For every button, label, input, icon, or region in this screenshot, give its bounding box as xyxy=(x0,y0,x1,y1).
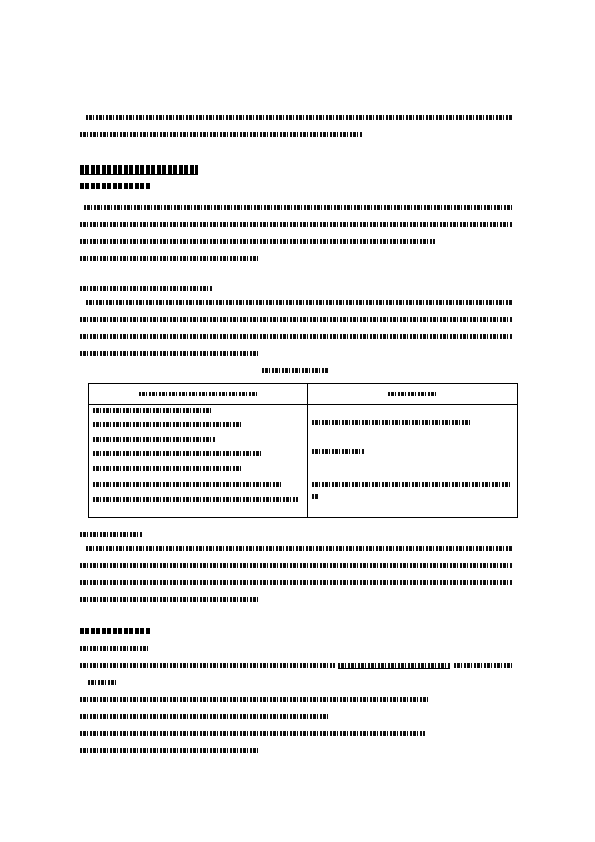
paragraph-2 xyxy=(80,298,520,366)
references-list xyxy=(80,644,520,763)
paragraph-line xyxy=(80,332,520,342)
table-header-cell xyxy=(308,384,518,405)
intro-line xyxy=(80,130,520,140)
reference-item xyxy=(80,695,520,705)
table-row xyxy=(89,405,518,518)
subheading-2 xyxy=(80,284,240,294)
paragraph-line xyxy=(80,578,520,588)
data-table xyxy=(88,383,518,518)
paragraph-line xyxy=(80,237,520,247)
paragraph-line xyxy=(80,595,520,605)
references-title xyxy=(80,627,160,639)
paragraph-line xyxy=(80,315,520,325)
table-caption xyxy=(262,366,332,376)
subheading-3 xyxy=(80,530,160,540)
intro-paragraph xyxy=(80,113,520,147)
paragraph-line xyxy=(80,298,520,308)
paragraph-line xyxy=(80,203,520,213)
reference-item xyxy=(80,729,520,739)
paragraph-line xyxy=(80,254,520,264)
reference-item xyxy=(80,661,520,671)
paragraph-3 xyxy=(80,544,520,612)
table-cell-right xyxy=(308,405,518,518)
paragraph-line xyxy=(80,544,520,554)
paragraph-line xyxy=(80,220,520,230)
paragraph-line xyxy=(80,349,520,359)
paragraph-1 xyxy=(80,203,520,271)
reference-item xyxy=(80,678,520,688)
intro-line xyxy=(80,113,520,123)
section-subtitle xyxy=(80,182,160,192)
reference-item xyxy=(80,644,520,654)
table-header-cell xyxy=(89,384,308,405)
section-title xyxy=(80,163,200,177)
paragraph-line xyxy=(80,561,520,571)
table-header-row xyxy=(89,384,518,405)
reference-item xyxy=(80,746,520,756)
table-cell-left xyxy=(89,405,308,518)
reference-item xyxy=(80,712,520,722)
